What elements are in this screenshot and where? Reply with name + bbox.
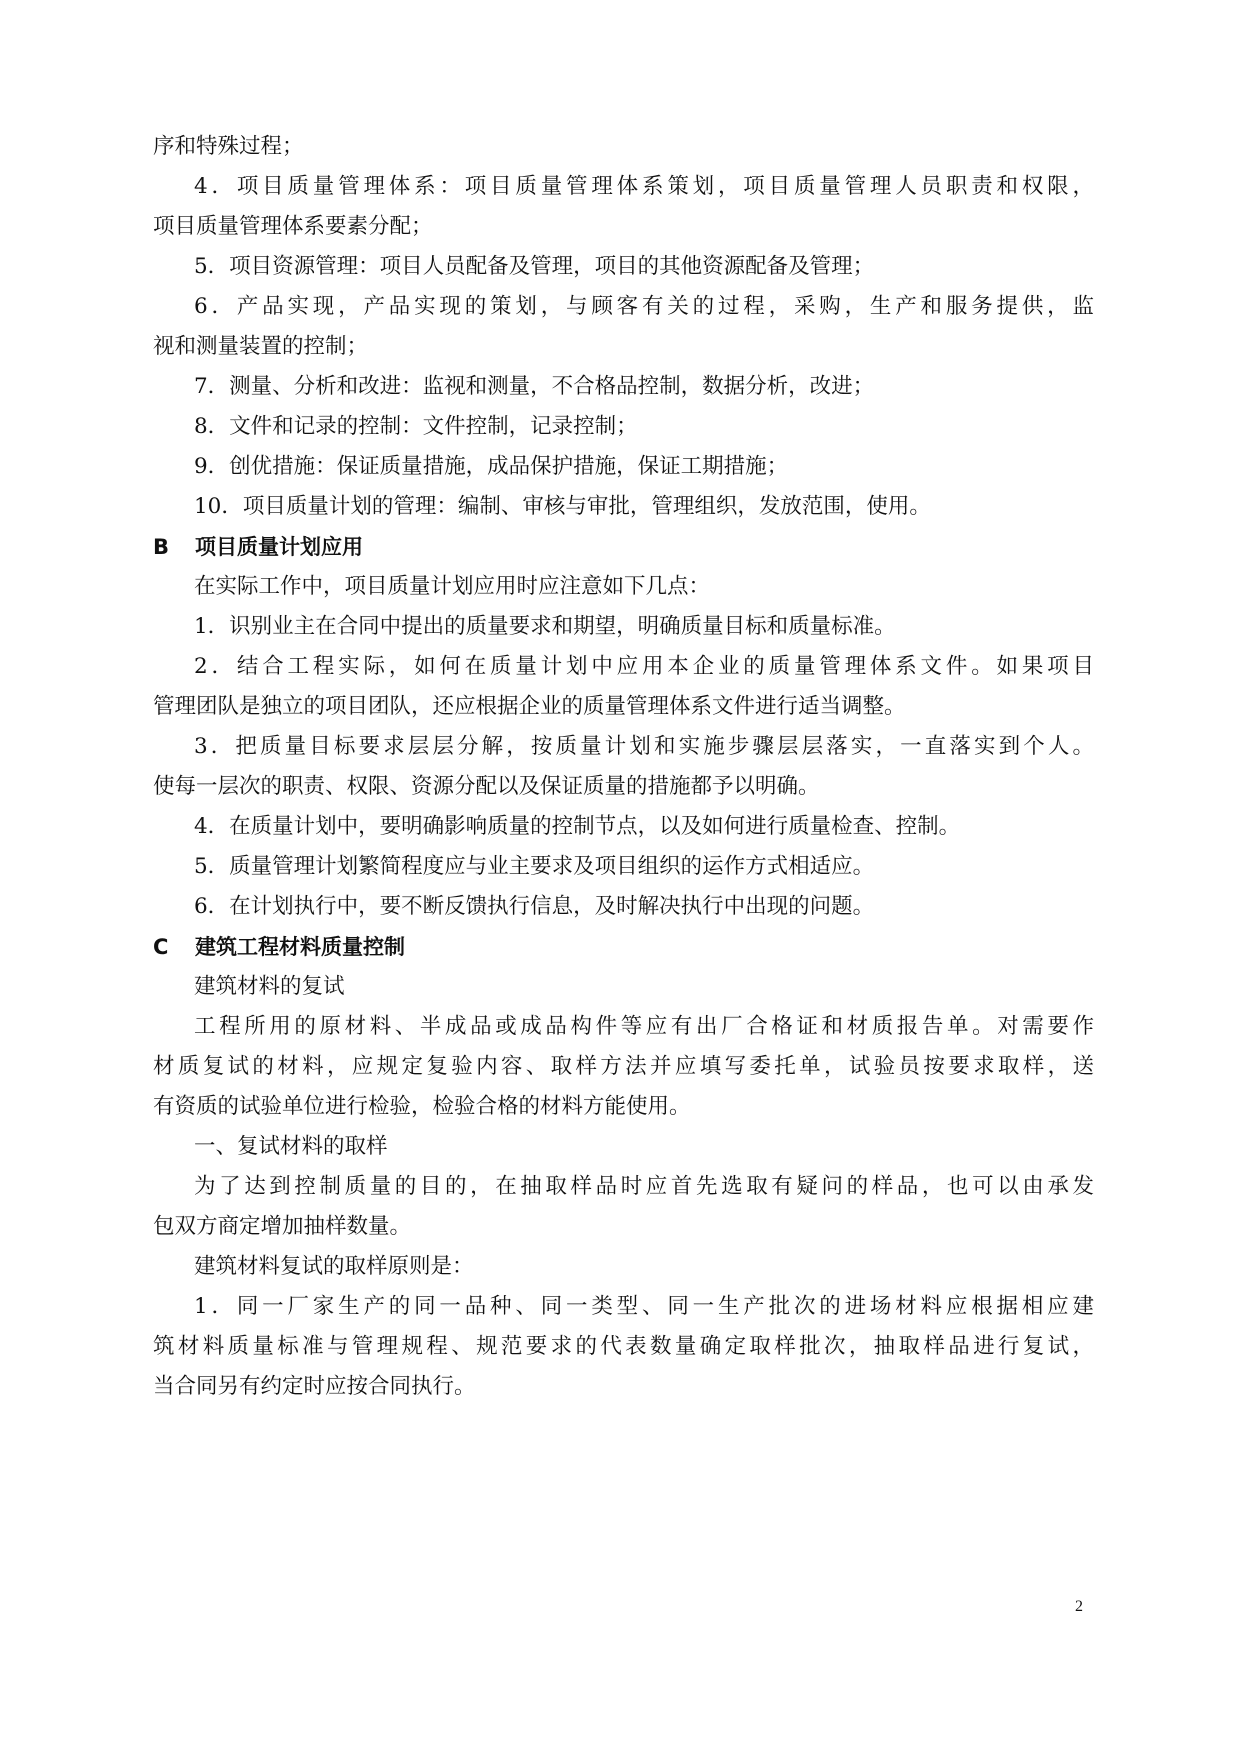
section-heading-c (153, 932, 405, 962)
body-line: 包双方商定增加抽样数量。 (153, 1214, 412, 1239)
body-line: 有资质的试验单位进行检验，检验合格的材料方能使用。 (153, 1094, 691, 1119)
body-line: 4．在质量计划中，要明确影响质量的控制节点，以及如何进行质量检查、控制。 (194, 814, 961, 839)
body-line: 10．项目质量计划的管理：编制、审核与审批，管理组织，发放范围，使用。 (194, 494, 931, 519)
section-letter: C (153, 935, 169, 959)
body-line: 序和特殊过程； (153, 134, 304, 159)
body-line: 7．测量、分析和改进：监视和测量，不合格品控制，数据分析，改进； (194, 374, 875, 399)
body-line: 使每一层次的职责、权限、资源分配以及保证质量的措施都予以明确。 (153, 774, 820, 799)
body-line: 建筑材料复试的取样原则是： (194, 1254, 474, 1279)
body-line: 工程所用的原材料、半成品或成品构件等应有出厂合格证和材质报告单。对需要作 (194, 1014, 1094, 1039)
body-line: 4．项目质量管理体系：项目质量管理体系策划，项目质量管理人员职责和权限， (194, 174, 1094, 199)
body-line: 当合同另有约定时应按合同执行。 (153, 1374, 476, 1399)
body-line: 1．识别业主在合同中提出的质量要求和期望，明确质量目标和质量标准。 (194, 614, 896, 639)
section-title: 项目质量计划应用 (195, 535, 363, 559)
body-line: 管理团队是独立的项目团队，还应根据企业的质量管理体系文件进行适当调整。 (153, 694, 906, 719)
body-line: 视和测量装置的控制； (153, 334, 369, 359)
section-letter: B (153, 535, 170, 559)
body-line: 材质复试的材料，应规定复验内容、取样方法并应填写委托单，试验员按要求取样，送 (153, 1054, 1094, 1079)
body-line: 9．创优措施：保证质量措施，成品保护措施，保证工期措施； (194, 454, 789, 479)
body-line: 2．结合工程实际，如何在质量计划中应用本企业的质量管理体系文件。如果项目 (194, 654, 1094, 679)
body-line: 6．在计划执行中，要不断反馈执行信息，及时解决执行中出现的问题。 (194, 894, 875, 919)
body-line: 在实际工作中，项目质量计划应用时应注意如下几点： (194, 574, 711, 599)
body-line: 8．文件和记录的控制：文件控制，记录控制； (194, 414, 638, 439)
body-line: 6．产品实现，产品实现的策划，与顾客有关的过程，采购，生产和服务提供，监 (194, 294, 1094, 319)
section-heading-b (153, 532, 363, 562)
body-line: 筑材料质量标准与管理规程、规范要求的代表数量确定取样批次，抽取样品进行复试， (153, 1334, 1094, 1359)
body-line: 1．同一厂家生产的同一品种、同一类型、同一生产批次的进场材料应根据相应建 (194, 1294, 1094, 1319)
section-title: 建筑工程材料质量控制 (195, 935, 405, 959)
body-line: 5．项目资源管理：项目人员配备及管理，项目的其他资源配备及管理； (194, 254, 875, 279)
body-line: 5．质量管理计划繁简程度应与业主要求及项目组织的运作方式相适应。 (194, 854, 875, 879)
body-line: 项目质量管理体系要素分配； (153, 214, 433, 239)
body-line: 为了达到控制质量的目的，在抽取样品时应首先选取有疑问的样品，也可以由承发 (194, 1174, 1094, 1199)
subheading-line: 建筑材料的复试 (194, 974, 345, 999)
subheading-line: 一、复试材料的取样 (194, 1134, 388, 1159)
body-line: 3．把质量目标要求层层分解，按质量计划和实施步骤层层落实，一直落实到个人。 (194, 734, 1094, 759)
page-number: 2 (1075, 1598, 1083, 1615)
